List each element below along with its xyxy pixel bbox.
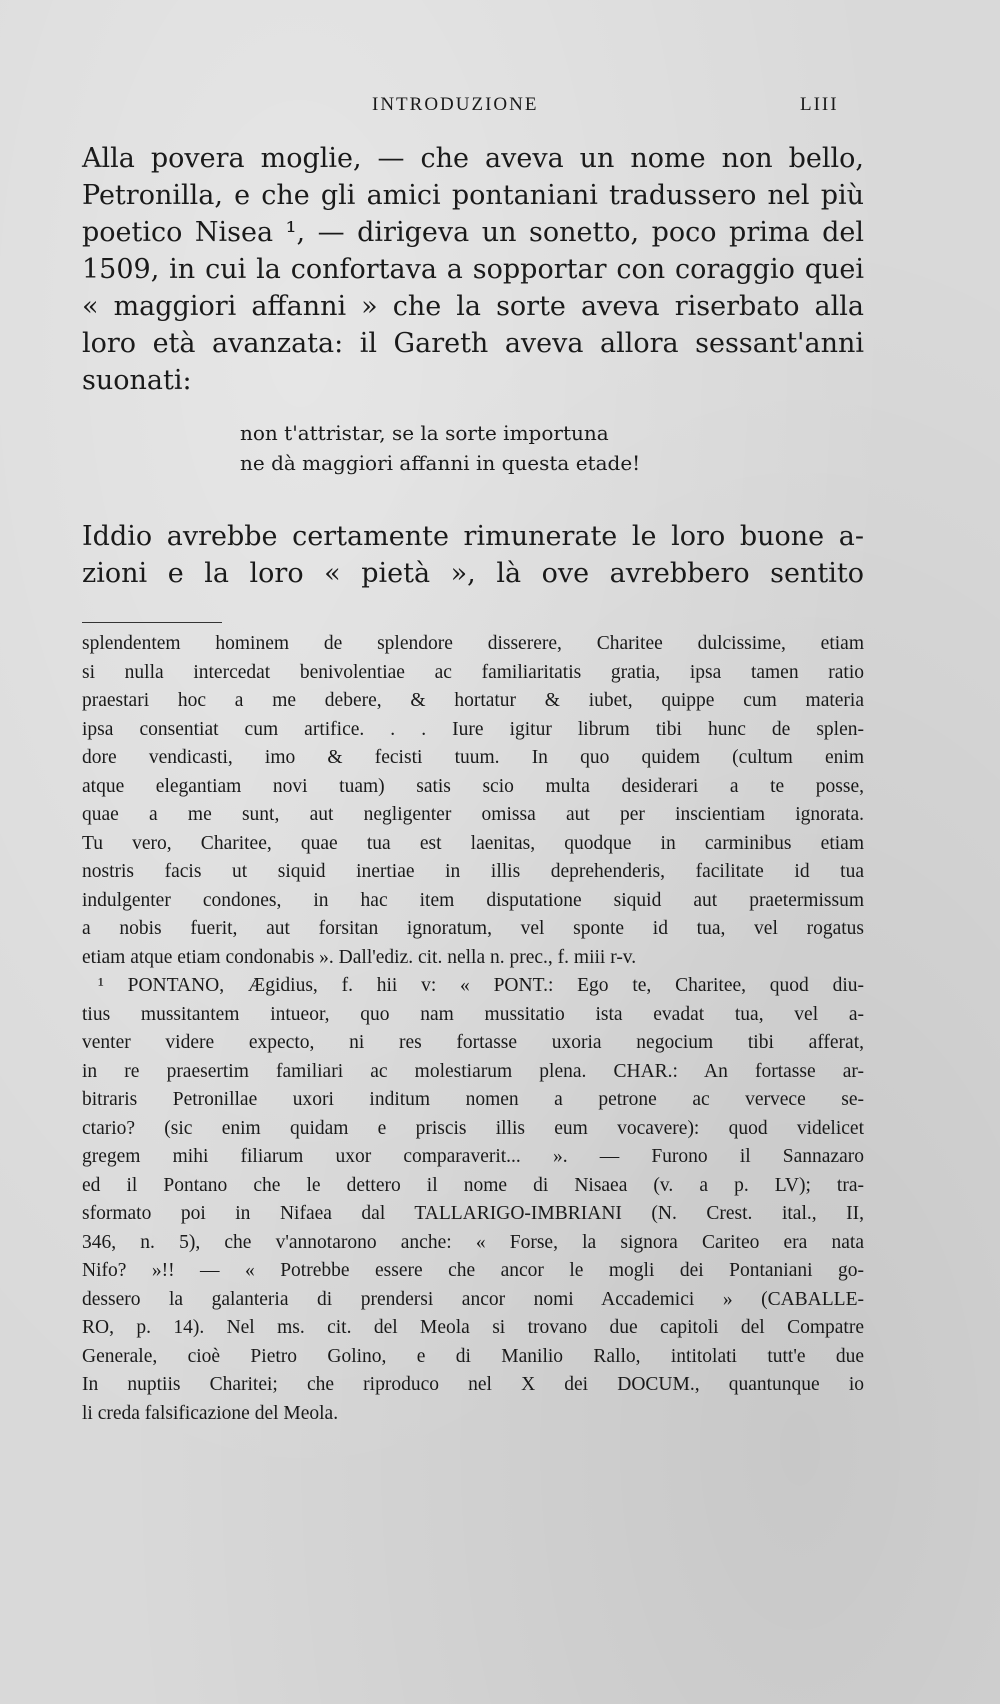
footnotes	[82, 630, 864, 1428]
footnote-line: li creda falsificazione del Meola.	[82, 1402, 339, 1424]
footnote-line: atque elegantiam novi tuam) satis scio multa desiderari a te posse,	[82, 775, 864, 797]
text-line: Petronilla, e che gli amici pontaniani tradussero nel più	[82, 180, 864, 211]
footnote-line: gregem mihi filiarum uxor comparaverit... ». — Furono il Sannazaro	[82, 1146, 864, 1167]
footnote-line: si nulla intercedat benivolentiae ac familiaritatis gratia, ipsa tamen ratio	[82, 661, 864, 683]
text-line: suonati:	[82, 365, 192, 396]
verse-line: ne dà maggiori affanni in questa etade!	[240, 451, 641, 475]
footnote-line: Tu vero, Charitee, quae tua est laenitas, quodque in carminibus etiam	[82, 832, 864, 854]
body-paragraph-1	[82, 140, 864, 399]
verse-quote	[240, 418, 640, 478]
footnote-line: dore vendicasti, imo & fecisti tuum. In quo quidem (cultum enim	[82, 747, 864, 768]
footnote-line: etiam atque etiam condonabis ». Dall'ediz. cit. nella n. prec., f. miii r-v.	[82, 946, 637, 968]
footnote-line: dessero la galanteria di prendersi ancor nomi Accademici » (CABALLE-	[82, 1288, 864, 1310]
text-line: « maggiori affanni » che la sorte aveva riserbato alla	[82, 291, 864, 322]
footnote-line: quae a me sunt, aut negligenter omissa aut per inscientiam ignorata.	[82, 804, 864, 825]
footnote-line: RO, p. 14). Nel ms. cit. del Meola si trovano due capitoli del Compatre	[82, 1317, 864, 1338]
footnote-line: praestari hoc a me debere, & hortatur & iubet, quippe cum materia	[82, 690, 864, 711]
text-line: 1509, in cui la confortava a sopportar con coraggio quei	[82, 254, 864, 285]
footnote-line: nostris facis ut siquid inertiae in illis deprehenderis, facilitate id tua	[82, 861, 864, 882]
footnote-line: splendentem hominem de splendore disserere, Charitee dulcissime, etiam	[82, 633, 864, 654]
footnote-line: Generale, cioè Pietro Golino, e di Manilio Rallo, intitolati tutt'e due	[82, 1345, 864, 1367]
footnote-line: in re praesertim familiari ac molestiarum plena. CHAR.: An fortasse ar-	[82, 1060, 864, 1082]
footnote-line: a nobis fuerit, aut forsitan ignoratum, vel sponte id tua, vel rogatus	[82, 918, 864, 939]
footnote-line: sformato poi in Nifaea dal TALLARIGO-IMBRIANI (N. Crest. ital., II,	[82, 1203, 864, 1224]
footnote-line: tius mussitantem intueor, quo nam mussitatio ista evadat tua, vel a-	[82, 1003, 864, 1025]
text-line: zioni e la loro « pietà », là ove avrebbero sentito	[82, 558, 864, 589]
text-line: loro età avanzata: il Gareth aveva allora sessant'anni	[82, 328, 864, 359]
verse-line: non t'attristar, se la sorte importuna	[240, 421, 609, 445]
page-number: LIII	[800, 94, 839, 115]
text-line: poetico Nisea ¹, — dirigeva un sonetto, poco prima del	[82, 217, 864, 248]
footnote-line: ¹ PONTANO, Ægidius, f. hii v: « PONT.: Ego te, Charitee, quod diu-	[98, 975, 864, 996]
text-line: Iddio avrebbe certamente rimunerate le loro buone a-	[82, 521, 864, 552]
footnote-line: Nifo? »!! — « Potrebbe essere che ancor le mogli dei Pontaniani go-	[82, 1260, 864, 1281]
footnote-line: indulgenter condones, in hac item disputatione siquid aut praetermissum	[82, 889, 864, 911]
page-header	[0, 94, 1000, 124]
footnote-line: ed il Pontano che le dettero il nome di Nisaea (v. a p. LV); tra-	[82, 1174, 864, 1196]
footnote-line: 346, n. 5), che v'annotarono anche: « Forse, la signora Cariteo era nata	[82, 1231, 864, 1253]
footnote-line: ctario? (sic enim quidam e priscis illis eum vocavere): quod videlicet	[82, 1117, 864, 1139]
footnote-line: bitraris Petronillae uxori inditum nomen a petrone ac vervece se-	[82, 1089, 864, 1110]
footnote-line: ipsa consentiat cum artifice. . . Iure igitur librum tibi hunc de splen-	[82, 718, 864, 740]
running-title: INTRODUZIONE	[372, 94, 539, 115]
text-line: Alla povera moglie, — che aveva un nome non bello,	[82, 143, 864, 174]
footnote-line: In nuptiis Charitei; che riproduco nel X dei DOCUM., quantunque io	[82, 1374, 864, 1395]
footnote-divider	[82, 622, 222, 623]
body-paragraph-2	[82, 518, 864, 592]
footnote-line: venter videre expecto, ni res fortasse uxoria negocium tibi afferat,	[82, 1032, 864, 1053]
